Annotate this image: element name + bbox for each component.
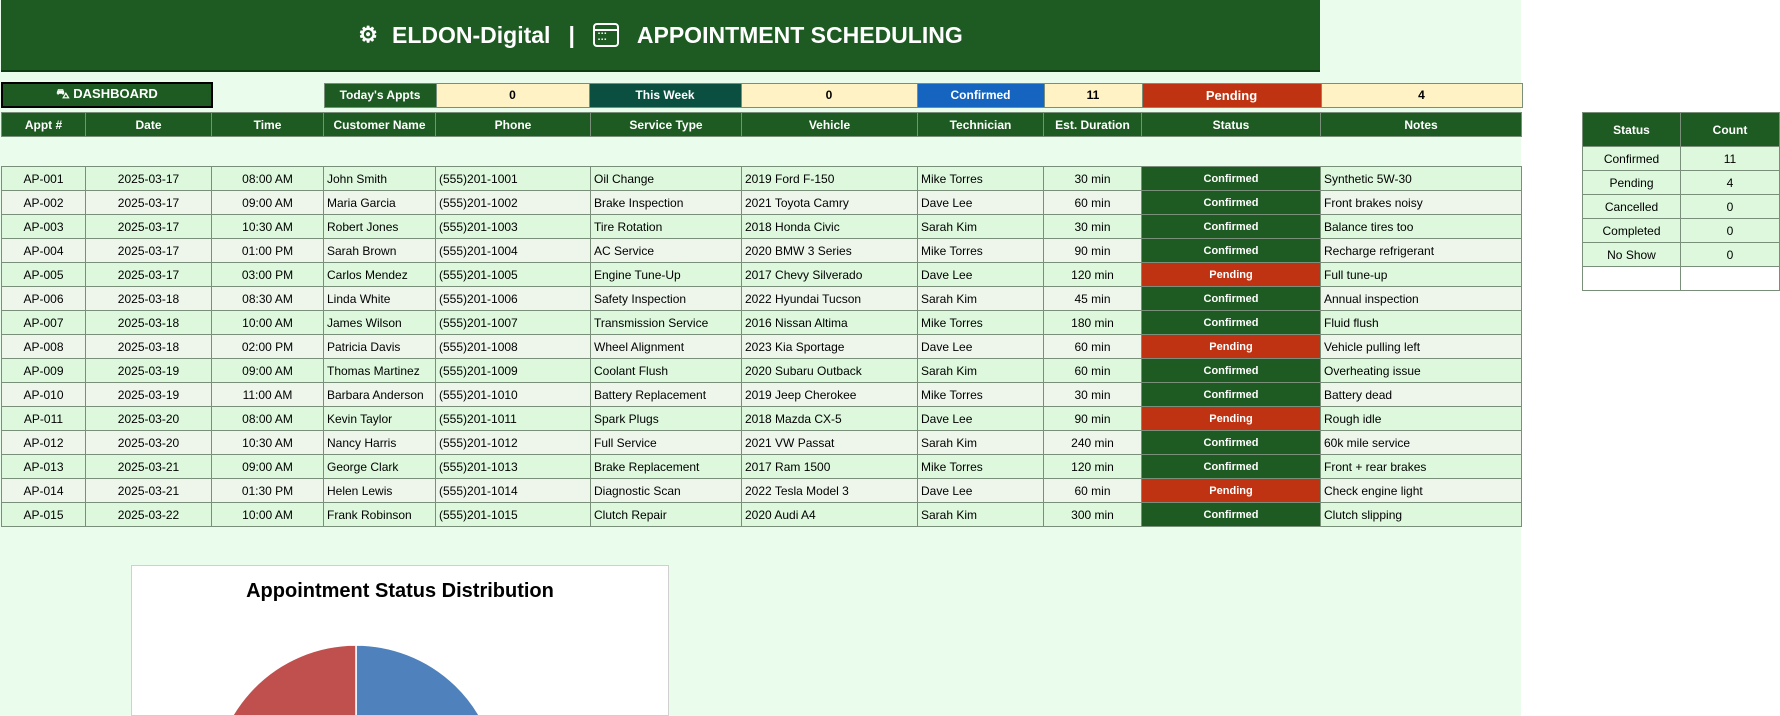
table-row[interactable] — [2, 167, 1522, 191]
cell-status[interactable]: Confirmed — [1142, 239, 1321, 263]
cell-est-duration[interactable]: 60 min — [1044, 335, 1142, 359]
cell-time[interactable]: 08:00 AM — [212, 167, 324, 191]
today-appts-value: 0 — [436, 83, 589, 107]
cell-est-duration[interactable]: 60 min — [1044, 191, 1142, 215]
column-header-date[interactable]: Date — [86, 113, 212, 137]
cell-appt-id[interactable]: AP-003 — [2, 215, 86, 239]
cell-notes[interactable]: Full tune-up — [1321, 263, 1522, 287]
cell-time[interactable]: 10:30 AM — [212, 431, 324, 455]
confirmed-label: Confirmed — [917, 83, 1044, 107]
summary-empty-cell[interactable] — [1583, 267, 1681, 291]
cell-appt-id[interactable]: AP-006 — [2, 287, 86, 311]
cell-date[interactable]: 2025-03-17 — [86, 167, 212, 191]
cell-time[interactable]: 09:00 AM — [212, 191, 324, 215]
table-row[interactable] — [2, 311, 1522, 335]
cell-vehicle[interactable]: 2020 Audi A4 — [742, 503, 918, 527]
cell-date[interactable]: 2025-03-17 — [86, 263, 212, 287]
cell-service-type[interactable]: Clutch Repair — [591, 503, 742, 527]
summary-header-count[interactable]: Count — [1681, 113, 1780, 147]
column-header-vehicle[interactable]: Vehicle — [742, 113, 918, 137]
cell-vehicle[interactable]: 2023 Kia Sportage — [742, 335, 918, 359]
cell-date[interactable]: 2025-03-22 — [86, 503, 212, 527]
cell-customer-name[interactable]: Sarah Brown — [324, 239, 436, 263]
cell-phone[interactable]: (555)201-1009 — [436, 359, 591, 383]
brand-name: ELDON-Digital — [392, 21, 551, 48]
cell-vehicle[interactable]: 2018 Mazda CX-5 — [742, 407, 918, 431]
cell-notes[interactable]: Annual inspection — [1321, 287, 1522, 311]
cell-technician[interactable]: Mike Torres — [918, 239, 1044, 263]
cell-phone[interactable]: (555)201-1013 — [436, 455, 591, 479]
cell-time[interactable]: 03:00 PM — [212, 263, 324, 287]
cell-time[interactable]: 08:30 AM — [212, 287, 324, 311]
cell-appt-id[interactable]: AP-012 — [2, 431, 86, 455]
column-header-est-duration[interactable]: Est. Duration — [1044, 113, 1142, 137]
table-row[interactable] — [2, 503, 1522, 527]
cell-time[interactable]: 01:30 PM — [212, 479, 324, 503]
summary-status[interactable]: Pending — [1583, 171, 1681, 195]
cell-status[interactable]: Pending — [1142, 263, 1321, 287]
cell-time[interactable]: 09:00 AM — [212, 359, 324, 383]
cell-customer-name[interactable]: Robert Jones — [324, 215, 436, 239]
cell-date[interactable]: 2025-03-20 — [86, 431, 212, 455]
cell-service-type[interactable]: Diagnostic Scan — [591, 479, 742, 503]
summary-count[interactable]: 0 — [1681, 219, 1780, 243]
cell-notes[interactable]: Fluid flush — [1321, 311, 1522, 335]
cell-technician[interactable]: Dave Lee — [918, 407, 1044, 431]
cell-notes[interactable]: Battery dead — [1321, 383, 1522, 407]
cell-est-duration[interactable]: 240 min — [1044, 431, 1142, 455]
column-header-technician[interactable]: Technician — [918, 113, 1044, 137]
column-header-phone[interactable]: Phone — [436, 113, 591, 137]
chart-title: Appointment Status Distribution — [246, 580, 554, 602]
table-row[interactable] — [2, 287, 1522, 311]
cell-appt-id[interactable]: AP-014 — [2, 479, 86, 503]
cell-time[interactable]: 10:00 AM — [212, 503, 324, 527]
cell-appt-id[interactable]: AP-010 — [2, 383, 86, 407]
cell-customer-name[interactable]: Linda White — [324, 287, 436, 311]
cell-time[interactable]: 09:00 AM — [212, 455, 324, 479]
cell-date[interactable]: 2025-03-17 — [86, 239, 212, 263]
cell-customer-name[interactable]: John Smith — [324, 167, 436, 191]
cell-service-type[interactable]: Tire Rotation — [591, 215, 742, 239]
cell-notes[interactable]: Rough idle — [1321, 407, 1522, 431]
cell-vehicle[interactable]: 2021 Toyota Camry — [742, 191, 918, 215]
status-pie-chart[interactable] — [131, 565, 669, 716]
cell-vehicle[interactable]: 2022 Tesla Model 3 — [742, 479, 918, 503]
cell-vehicle[interactable]: 2016 Nissan Altima — [742, 311, 918, 335]
cell-vehicle[interactable]: 2022 Hyundai Tucson — [742, 287, 918, 311]
table-row[interactable] — [2, 215, 1522, 239]
cell-vehicle[interactable]: 2020 Subaru Outback — [742, 359, 918, 383]
cell-customer-name[interactable]: Patricia Davis — [324, 335, 436, 359]
cell-phone[interactable]: (555)201-1002 — [436, 191, 591, 215]
cell-est-duration[interactable]: 120 min — [1044, 455, 1142, 479]
cell-date[interactable]: 2025-03-17 — [86, 191, 212, 215]
cell-service-type[interactable]: Brake Inspection — [591, 191, 742, 215]
cell-technician[interactable]: Sarah Kim — [918, 431, 1044, 455]
summary-count[interactable]: 11 — [1681, 147, 1780, 171]
calendar-icon — [593, 23, 619, 47]
cell-status[interactable]: Confirmed — [1142, 503, 1321, 527]
column-header-notes[interactable]: Notes — [1321, 113, 1522, 137]
column-header-appt-id[interactable]: Appt # — [2, 113, 86, 137]
cell-phone[interactable]: (555)201-1015 — [436, 503, 591, 527]
cell-status[interactable]: Confirmed — [1142, 311, 1321, 335]
dashboard-button[interactable]: ⛍ DASHBOARD — [2, 83, 212, 107]
cell-technician[interactable]: Mike Torres — [918, 311, 1044, 335]
summary-status[interactable]: No Show — [1583, 243, 1681, 267]
cell-customer-name[interactable]: Carlos Mendez — [324, 263, 436, 287]
cell-date[interactable]: 2025-03-18 — [86, 311, 212, 335]
cell-phone[interactable]: (555)201-1012 — [436, 431, 591, 455]
cell-status[interactable]: Pending — [1142, 407, 1321, 431]
cell-status[interactable]: Pending — [1142, 479, 1321, 503]
cell-date[interactable]: 2025-03-21 — [86, 479, 212, 503]
summary-header-status[interactable]: Status — [1583, 113, 1681, 147]
cell-vehicle[interactable]: 2019 Ford F-150 — [742, 167, 918, 191]
cell-status[interactable]: Confirmed — [1142, 383, 1321, 407]
cell-time[interactable]: 11:00 AM — [212, 383, 324, 407]
cell-appt-id[interactable]: AP-001 — [2, 167, 86, 191]
cell-service-type[interactable]: Oil Change — [591, 167, 742, 191]
cell-service-type[interactable]: Engine Tune-Up — [591, 263, 742, 287]
kpi-spacer — [212, 83, 324, 107]
cell-technician[interactable]: Sarah Kim — [918, 287, 1044, 311]
cell-notes[interactable]: Clutch slipping — [1321, 503, 1522, 527]
cell-phone[interactable]: (555)201-1014 — [436, 479, 591, 503]
cell-service-type[interactable]: Safety Inspection — [591, 287, 742, 311]
cell-date[interactable]: 2025-03-20 — [86, 407, 212, 431]
summary-count[interactable]: 0 — [1681, 243, 1780, 267]
this-week-label: This Week — [589, 83, 741, 107]
summary-row[interactable] — [1583, 195, 1780, 219]
cell-status[interactable]: Pending — [1142, 335, 1321, 359]
cell-est-duration[interactable]: 60 min — [1044, 479, 1142, 503]
cell-appt-id[interactable]: AP-005 — [2, 263, 86, 287]
cell-date[interactable]: 2025-03-21 — [86, 455, 212, 479]
cell-appt-id[interactable]: AP-002 — [2, 191, 86, 215]
cell-service-type[interactable]: Wheel Alignment — [591, 335, 742, 359]
table-row[interactable] — [2, 431, 1522, 455]
column-header-time[interactable]: Time — [212, 113, 324, 137]
cell-notes[interactable]: Front + rear brakes — [1321, 455, 1522, 479]
dashboard-icon: ⛍ — [56, 86, 74, 101]
cell-notes[interactable]: Overheating issue — [1321, 359, 1522, 383]
cell-vehicle[interactable]: 2021 VW Passat — [742, 431, 918, 455]
cell-date[interactable]: 2025-03-18 — [86, 287, 212, 311]
cell-est-duration[interactable]: 30 min — [1044, 215, 1142, 239]
pie-slice-pending[interactable] — [213, 645, 356, 716]
cell-est-duration[interactable]: 300 min — [1044, 503, 1142, 527]
cell-customer-name[interactable]: Barbara Anderson — [324, 383, 436, 407]
cell-vehicle[interactable]: 2019 Jeep Cherokee — [742, 383, 918, 407]
cell-phone[interactable]: (555)201-1011 — [436, 407, 591, 431]
title-separator: | — [568, 21, 575, 48]
cell-date[interactable]: 2025-03-18 — [86, 335, 212, 359]
cell-service-type[interactable]: Full Service — [591, 431, 742, 455]
summary-row[interactable] — [1583, 147, 1780, 171]
cell-technician[interactable]: Mike Torres — [918, 167, 1044, 191]
title-banner — [1, 0, 1320, 72]
cell-notes[interactable]: Synthetic 5W-30 — [1321, 167, 1522, 191]
cell-est-duration[interactable]: 180 min — [1044, 311, 1142, 335]
cell-service-type[interactable]: Transmission Service — [591, 311, 742, 335]
cell-technician[interactable]: Sarah Kim — [918, 215, 1044, 239]
cell-status[interactable]: Confirmed — [1142, 431, 1321, 455]
column-header-row — [1, 112, 1522, 137]
table-row[interactable] — [2, 407, 1522, 431]
appointments-table — [1, 166, 1522, 527]
summary-status[interactable]: Completed — [1583, 219, 1681, 243]
cell-est-duration[interactable]: 45 min — [1044, 287, 1142, 311]
cell-phone[interactable]: (555)201-1005 — [436, 263, 591, 287]
cell-est-duration[interactable]: 60 min — [1044, 359, 1142, 383]
summary-row[interactable] — [1583, 171, 1780, 195]
summary-count[interactable]: 0 — [1681, 195, 1780, 219]
cell-notes[interactable]: Recharge refrigerant — [1321, 239, 1522, 263]
cell-status[interactable]: Confirmed — [1142, 215, 1321, 239]
cell-customer-name[interactable]: Helen Lewis — [324, 479, 436, 503]
confirmed-value: 11 — [1044, 83, 1142, 107]
cell-technician[interactable]: Sarah Kim — [918, 359, 1044, 383]
cell-notes[interactable]: Check engine light — [1321, 479, 1522, 503]
cell-service-type[interactable]: Brake Replacement — [591, 455, 742, 479]
cell-phone[interactable]: (555)201-1003 — [436, 215, 591, 239]
cell-service-type[interactable]: Coolant Flush — [591, 359, 742, 383]
summary-row[interactable] — [1583, 219, 1780, 243]
cell-phone[interactable]: (555)201-1006 — [436, 287, 591, 311]
cell-appt-id[interactable]: AP-011 — [2, 407, 86, 431]
cell-technician[interactable]: Sarah Kim — [918, 503, 1044, 527]
table-row[interactable] — [2, 239, 1522, 263]
cell-est-duration[interactable]: 30 min — [1044, 167, 1142, 191]
cell-service-type[interactable]: AC Service — [591, 239, 742, 263]
cell-vehicle[interactable]: 2018 Honda Civic — [742, 215, 918, 239]
cell-customer-name[interactable]: George Clark — [324, 455, 436, 479]
status-summary-table — [1582, 112, 1780, 291]
cell-notes[interactable]: 60k mile service — [1321, 431, 1522, 455]
summary-status[interactable]: Cancelled — [1583, 195, 1681, 219]
cell-time[interactable]: 10:00 AM — [212, 311, 324, 335]
table-row[interactable] — [2, 359, 1522, 383]
cell-appt-id[interactable]: AP-007 — [2, 311, 86, 335]
summary-status[interactable]: Confirmed — [1583, 147, 1681, 171]
cell-customer-name[interactable]: James Wilson — [324, 311, 436, 335]
table-row[interactable] — [2, 335, 1522, 359]
table-row[interactable] — [2, 455, 1522, 479]
cell-customer-name[interactable]: Nancy Harris — [324, 431, 436, 455]
cell-status[interactable]: Confirmed — [1142, 191, 1321, 215]
cell-appt-id[interactable]: AP-015 — [2, 503, 86, 527]
summary-empty-row[interactable] — [1583, 267, 1780, 291]
page-title: APPOINTMENT SCHEDULING — [636, 21, 963, 48]
cell-time[interactable]: 10:30 AM — [212, 215, 324, 239]
summary-count[interactable]: 4 — [1681, 171, 1780, 195]
cell-notes[interactable]: Vehicle pulling left — [1321, 335, 1522, 359]
kpi-row — [1, 82, 1523, 108]
table-row[interactable] — [2, 263, 1522, 287]
cell-date[interactable]: 2025-03-17 — [86, 215, 212, 239]
cell-phone[interactable]: (555)201-1008 — [436, 335, 591, 359]
pending-value: 4 — [1321, 83, 1522, 107]
cell-status[interactable]: Confirmed — [1142, 287, 1321, 311]
cell-appt-id[interactable]: AP-009 — [2, 359, 86, 383]
cell-technician[interactable]: Dave Lee — [918, 263, 1044, 287]
cell-technician[interactable]: Dave Lee — [918, 191, 1044, 215]
cell-vehicle[interactable]: 2020 BMW 3 Series — [742, 239, 918, 263]
cell-notes[interactable]: Balance tires too — [1321, 215, 1522, 239]
cell-technician[interactable]: Dave Lee — [918, 335, 1044, 359]
cell-time[interactable]: 02:00 PM — [212, 335, 324, 359]
cell-appt-id[interactable]: AP-013 — [2, 455, 86, 479]
cell-technician[interactable]: Mike Torres — [918, 455, 1044, 479]
cell-phone[interactable]: (555)201-1007 — [436, 311, 591, 335]
cell-technician[interactable]: Dave Lee — [918, 479, 1044, 503]
cell-time[interactable]: 01:00 PM — [212, 239, 324, 263]
cell-est-duration[interactable]: 120 min — [1044, 263, 1142, 287]
cell-est-duration[interactable]: 90 min — [1044, 239, 1142, 263]
cell-customer-name[interactable]: Kevin Taylor — [324, 407, 436, 431]
cell-notes[interactable]: Front brakes noisy — [1321, 191, 1522, 215]
cell-status[interactable]: Confirmed — [1142, 359, 1321, 383]
table-row[interactable] — [2, 479, 1522, 503]
cell-technician[interactable]: Mike Torres — [918, 383, 1044, 407]
cell-appt-id[interactable]: AP-004 — [2, 239, 86, 263]
cell-phone[interactable]: (555)201-1010 — [436, 383, 591, 407]
today-appts-label: Today's Appts — [324, 83, 436, 107]
column-header-customer-name[interactable]: Customer Name — [324, 113, 436, 137]
column-header-status[interactable]: Status — [1142, 113, 1321, 137]
this-week-value: 0 — [741, 83, 917, 107]
cell-appt-id[interactable]: AP-008 — [2, 335, 86, 359]
cell-vehicle[interactable]: 2017 Chevy Silverado — [742, 263, 918, 287]
cell-phone[interactable]: (555)201-1004 — [436, 239, 591, 263]
cell-vehicle[interactable]: 2017 Ram 1500 — [742, 455, 918, 479]
table-row[interactable] — [2, 191, 1522, 215]
table-row[interactable] — [2, 383, 1522, 407]
cell-status[interactable]: Confirmed — [1142, 167, 1321, 191]
cell-customer-name[interactable]: Frank Robinson — [324, 503, 436, 527]
cell-date[interactable]: 2025-03-19 — [86, 383, 212, 407]
summary-empty-cell[interactable] — [1681, 267, 1780, 291]
cell-status[interactable]: Confirmed — [1142, 455, 1321, 479]
cell-customer-name[interactable]: Maria Garcia — [324, 191, 436, 215]
cell-date[interactable]: 2025-03-19 — [86, 359, 212, 383]
cell-customer-name[interactable]: Thomas Martinez — [324, 359, 436, 383]
pending-label: Pending — [1142, 83, 1321, 107]
cell-service-type[interactable]: Spark Plugs — [591, 407, 742, 431]
cell-est-duration[interactable]: 30 min — [1044, 383, 1142, 407]
summary-row[interactable] — [1583, 243, 1780, 267]
gear-icon: ⚙ — [358, 22, 378, 47]
cell-est-duration[interactable]: 90 min — [1044, 407, 1142, 431]
cell-service-type[interactable]: Battery Replacement — [591, 383, 742, 407]
column-header-service-type[interactable]: Service Type — [591, 113, 742, 137]
cell-time[interactable]: 08:00 AM — [212, 407, 324, 431]
cell-phone[interactable]: (555)201-1001 — [436, 167, 591, 191]
